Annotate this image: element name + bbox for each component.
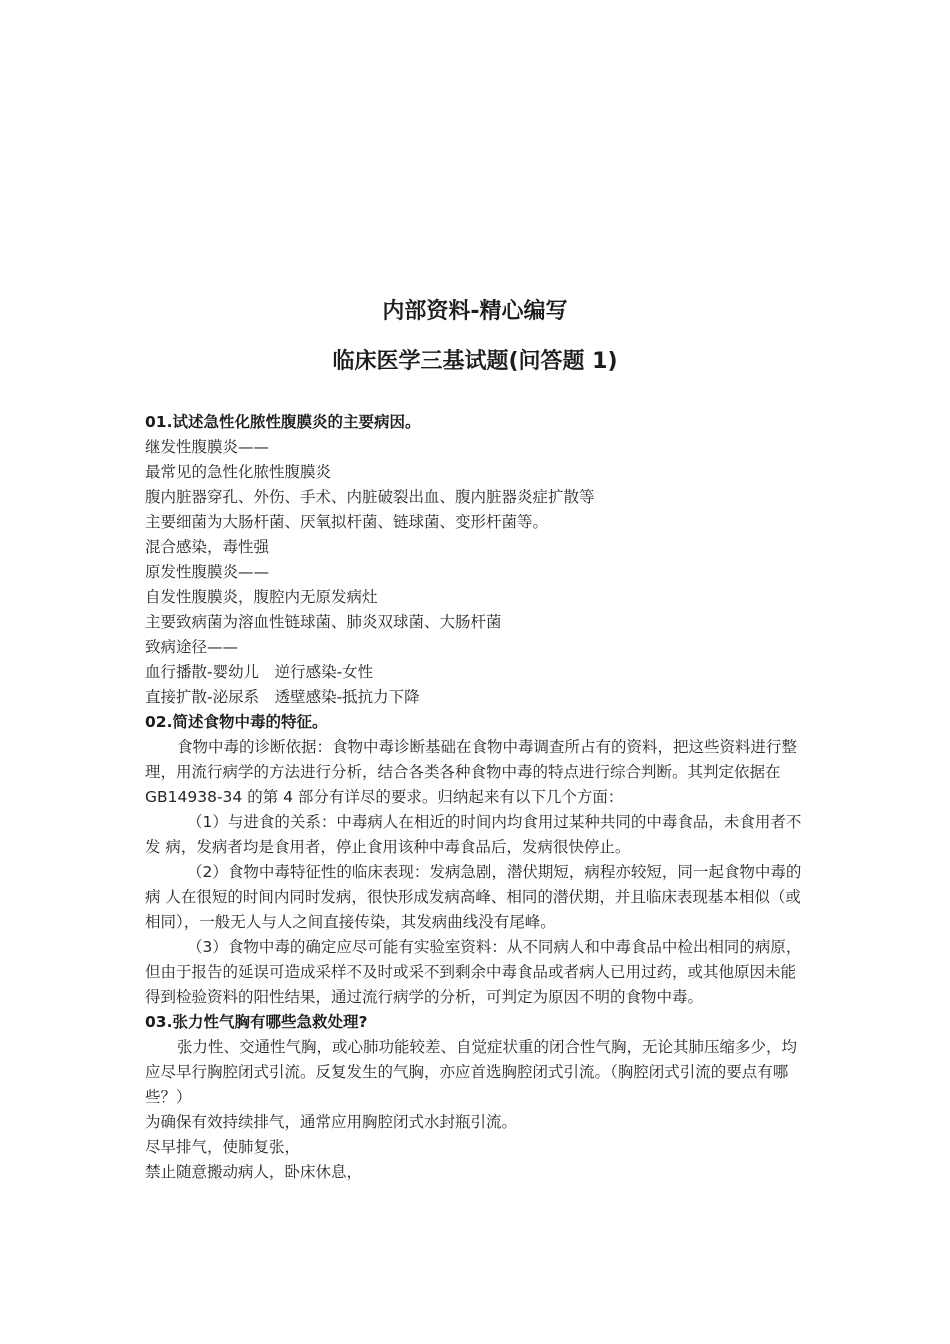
question-1: 01.试述急性化脓性腹膜炎的主要病因。 bbox=[145, 413, 421, 431]
answer-paragraph: 食物中毒的诊断依据：食物中毒诊断基础在食物中毒调查所占有的资料，把这些资料进行整理，用流行病学的方法进行分析，结合各类各种食物中毒的特点进行综合判断。其判定依据在 GB14938-34 的第 4 部分有详尽的要求。归纳起来有以下几个方面： bbox=[145, 738, 798, 806]
document-body bbox=[145, 410, 805, 1185]
answer-line: 最常见的急性化脓性腹膜炎 bbox=[145, 463, 332, 481]
answer-line: 致病途径—— bbox=[145, 638, 239, 656]
document-title: 临床医学三基试题(问答题 1) bbox=[332, 349, 618, 374]
answer-line: 腹内脏器穿孔、外伤、手术、内脏破裂出血、腹内脏器炎症扩散等 bbox=[145, 488, 595, 506]
answer-line: 混合感染，毒性强 bbox=[145, 538, 270, 556]
answer-paragraph: （1）与进食的关系：中毒病人在相近的时间内均食用过某种共同的中毒食品，未食用者不发 病，发病者均是食用者，停止食用该种中毒食品后，发病很快停止。 bbox=[145, 813, 802, 856]
answer-paragraph: （2）食物中毒特征性的临床表现：发病急剧，潜伏期短，病程亦较短，同一起食物中毒的病 人在很短的时间内同时发病，很快形成发病高峰、相同的潜伏期，并且临床表现基本相似（或相同），一般无人与人之间直接传染，其发病曲线没有尾峰。 bbox=[145, 863, 802, 931]
answer-line: 尽早排气，使肺复张， bbox=[145, 1138, 301, 1156]
answer-line: 主要致病菌为溶血性链球菌、肺炎双球菌、大肠杆菌 bbox=[145, 613, 502, 631]
answer-line: 自发性腹膜炎，腹腔内无原发病灶 bbox=[145, 588, 378, 606]
document-subtitle: 内部资料-精心编写 bbox=[382, 299, 568, 324]
answer-line: 直接扩散-泌尿系 透壁感染-抵抗力下降 bbox=[145, 688, 420, 706]
question-2: 02.简述食物中毒的特征。 bbox=[145, 713, 328, 731]
question-3: 03.张力性气胸有哪些急救处理? bbox=[145, 1013, 368, 1031]
answer-paragraph: （3）食物中毒的确定应尽可能有实验室资料：从不同病人和中毒食品中检出相同的病原，但由于报告的延误可造成采样不及时或采不到剩余中毒食品或者病人已用过药，或其他原因未能得到检验资料的阳性结果，通过流行病学的分析，可判定为原因不明的食物中毒。 bbox=[145, 938, 802, 1006]
answer-line: 禁止随意搬动病人，卧床休息， bbox=[145, 1163, 363, 1181]
answer-paragraph: 张力性、交通性气胸，或心肺功能较差、自觉症状重的闭合性气胸，无论其肺压缩多少，均应尽早行胸腔闭式引流。反复发生的气胸，亦应首选胸腔闭式引流。（胸腔闭式引流的要点有哪些？） bbox=[145, 1038, 798, 1106]
answer-line: 继发性腹膜炎—— bbox=[145, 438, 270, 456]
answer-line: 为确保有效持续排气，通常应用胸腔闭式水封瓶引流。 bbox=[145, 1113, 518, 1131]
answer-line: 主要细菌为大肠杆菌、厌氧拟杆菌、链球菌、变形杆菌等。 bbox=[145, 513, 549, 531]
answer-line: 原发性腹膜炎—— bbox=[145, 563, 270, 581]
answer-line: 血行播散-婴幼儿 逆行感染-女性 bbox=[145, 663, 374, 681]
